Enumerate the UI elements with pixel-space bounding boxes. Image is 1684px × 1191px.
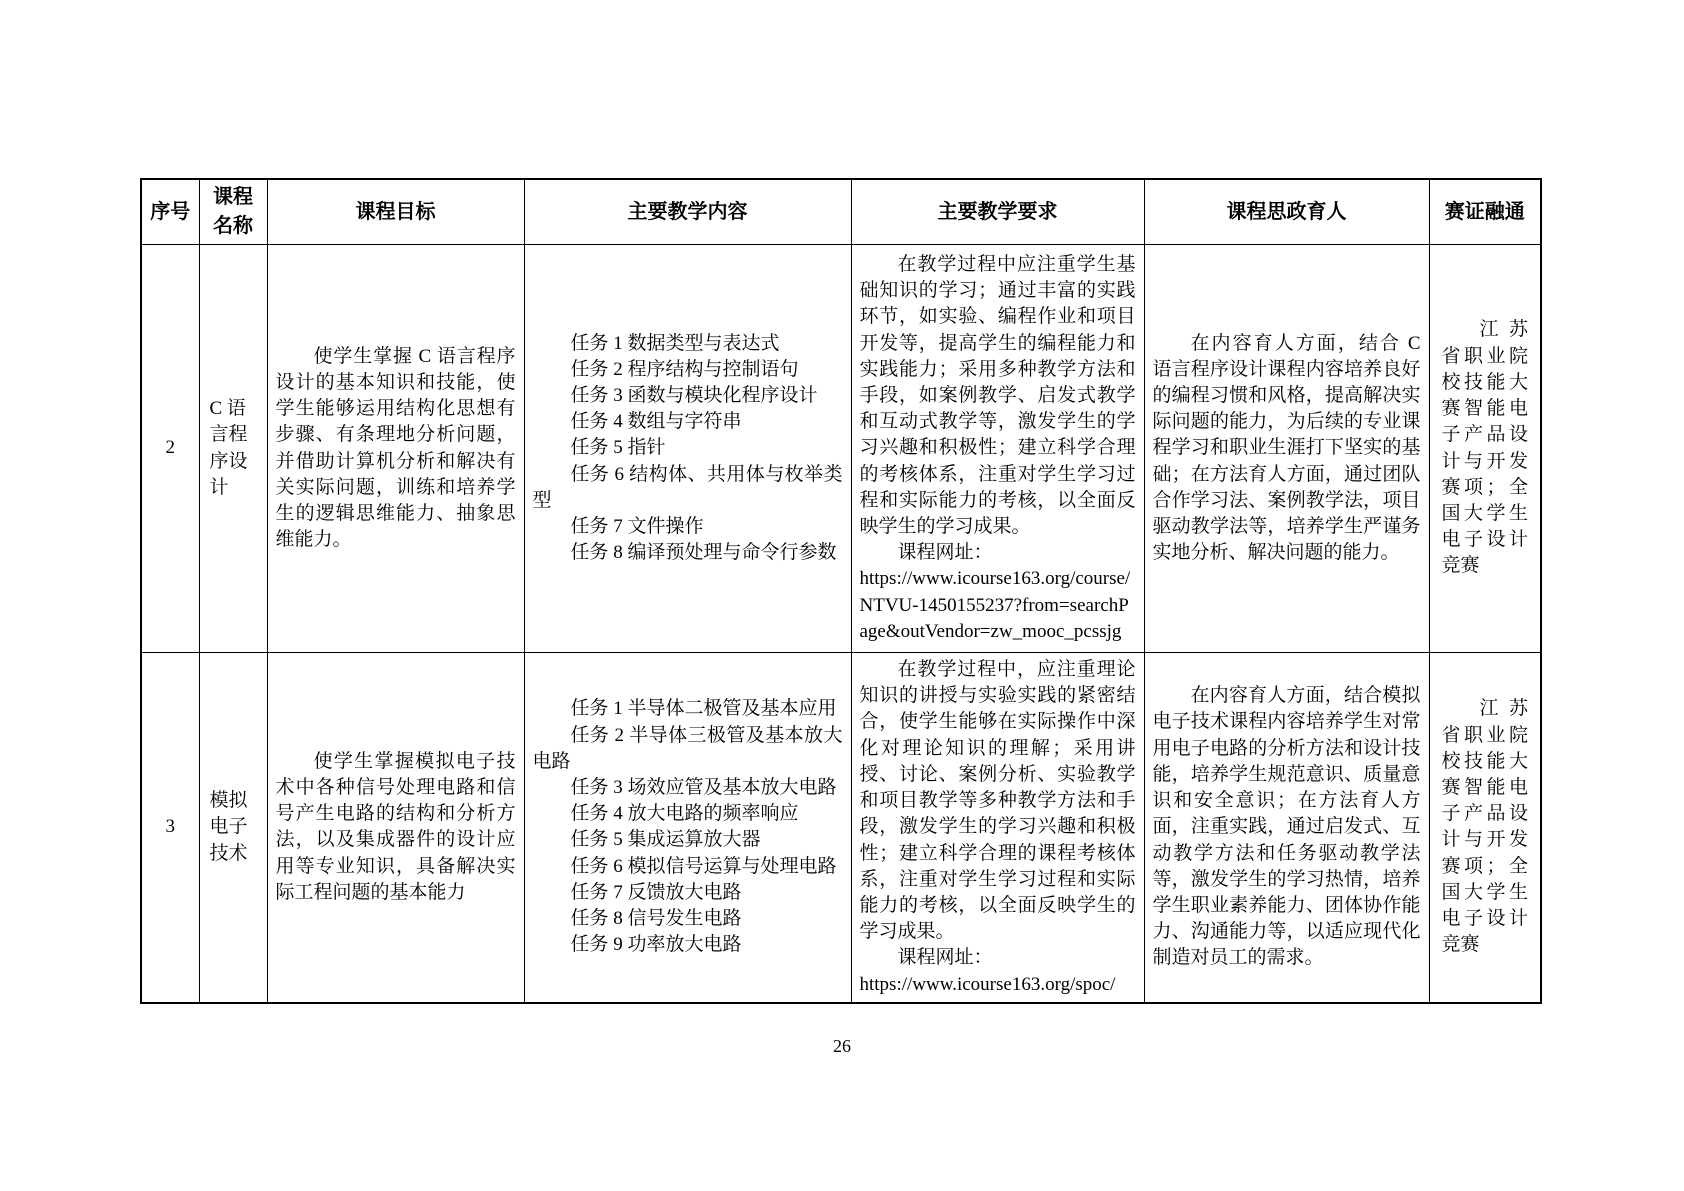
requirements-text: 在教学过程中，应注重理论知识的讲授与实验实践的紧密结合，使学生能够在实际操作中深化对理论知识的理解；采用讲授、讨论、案例分析、实验教学和项目教学等多种教学方法和手段，激发学生的学习兴趣和积极性；建立科学合理的课程考核体系，注重对学生学习过程和实际能力的考核，以全面反映学生的学习成果。: [859, 659, 1136, 943]
task-item: 任务 2 程序结构与控制语句: [570, 358, 799, 380]
task-item: 任务 5 集成运算放大器: [570, 829, 761, 851]
task-item: 任务 3 函数与模块化程序设计: [570, 384, 818, 406]
cell-teaching-requirements: [851, 245, 1144, 653]
task-item: 任务 6 结构体、共用体与枚举类型: [532, 463, 843, 511]
cell-course-objective: [267, 653, 524, 1003]
cell-teaching-content: [524, 245, 851, 653]
cell-serial-number: 2: [141, 245, 199, 653]
requirements-text: 在教学过程中应注重学生基础知识的学习；通过丰富的实践环节，如实验、编程作业和项目开发等，提高学生的编程能力和实践能力；采用多种教学方法和手段，如案例教学、启发式教学和互动式教学等，激发学生的学习兴趣和积极性；建立科学合理的考核体系，注重对学生学习过程和实际能力的考核，以全面反映学生的学习成果。: [859, 253, 1136, 538]
task-item: 任务 8 信号发生电路: [570, 908, 742, 930]
task-item: 任务 9 功率放大电路: [570, 934, 742, 956]
table-row-course-2: [141, 245, 1541, 653]
header-teaching-requirements: 主要教学要求: [851, 179, 1144, 245]
task-item: 任务 4 数组与字符串: [570, 411, 742, 433]
competition-text: 江苏省职业院校技能大赛智能电子产品设计与开发赛项；全国大学生电子设计竞赛: [1441, 319, 1528, 577]
course-url: https://www.icourse163.org/spoc/: [859, 973, 1116, 995]
task-item: 任务 3 场效应管及基本放大电路: [570, 776, 837, 798]
task-item: 任务 4 放大电路的频率响应: [570, 803, 799, 825]
header-teaching-content: 主要教学内容: [524, 179, 851, 245]
objective-text: 使学生掌握模拟电子技术中各种信号处理电路和信号产生电路的结构和分析方法，以及集成器件的设计应用等专业知识，具备解决实际工程问题的基本能力: [275, 750, 516, 903]
course-url: https://www.icourse163.org/course/NTVU-1450155237?from=searchPage&outVendor=zw_mooc_pcssjg: [859, 568, 1131, 642]
task-item: 任务 8 编译预处理与命令行参数: [570, 542, 837, 564]
task-item: 任务 7 文件操作: [570, 516, 704, 538]
task-item: 任务 5 指针: [570, 437, 666, 459]
header-course-name: 课程名称: [199, 179, 267, 245]
ideology-text: 在内容育人方面，结合模拟电子技术课程内容培养学生对常用电子电路的分析方法和设计技能，培养学生规范意识、质量意识和安全意识；在方法育人方面，注重实践，通过启发式、互动教学方法和任务驱动教学法等，激发学生的学习热情，培养学生职业素养能力、团体协作能力、沟通能力等，以适应现代化制造对员工的需求。: [1152, 685, 1421, 969]
cell-serial-number: 3: [141, 653, 199, 1003]
cell-competition-certificate: [1429, 245, 1541, 653]
competition-text: 江苏省职业院校技能大赛智能电子产品设计与开发赛项；全国大学生电子设计竞赛: [1441, 698, 1528, 956]
header-ideology-education: 课程思政育人: [1144, 179, 1429, 245]
cell-ideology-education: [1144, 245, 1429, 653]
table-header-row: [141, 179, 1541, 245]
task-item: 任务 1 半导体二极管及基本应用: [570, 698, 837, 720]
cell-course-objective: [267, 245, 524, 653]
cell-course-name: C 语言程序设计: [199, 245, 267, 653]
page-number: 26: [833, 1036, 851, 1056]
cell-ideology-education: [1144, 653, 1429, 1003]
task-item: 任务 1 数据类型与表达式: [570, 332, 780, 354]
course-url-label: 课程网址：: [897, 947, 993, 969]
task-item: 任务 2 半导体三极管及基本放大电路: [532, 724, 843, 772]
cell-teaching-requirements: [851, 653, 1144, 1003]
cell-competition-certificate: [1429, 653, 1541, 1003]
cell-course-name: 模拟电子技术: [199, 653, 267, 1003]
table-row-course-3: [141, 653, 1541, 1003]
objective-text: 使学生掌握 C 语言程序设计的基本知识和技能，使学生能够运用结构化思想有步骤、有条理地分析问题，并借助计算机分析和解决有关实际问题，训练和培养学生的逻辑思维能力、抽象思维能力。: [275, 345, 516, 551]
course-url-label: 课程网址：: [897, 542, 993, 564]
ideology-text: 在内容育人方面，结合 C 语言程序设计课程内容培养良好的编程习惯和风格，提高解决实际问题的能力，为后续的专业课程学习和职业生涯打下坚实的基础；在方法育人方面，通过团队合作学习法、案例教学法，项目驱动教学法等，培养学生严谨务实地分析、解决问题的能力。: [1152, 332, 1421, 564]
task-item: 任务 7 反馈放大电路: [570, 881, 742, 903]
cell-teaching-content: [524, 653, 851, 1003]
header-serial-number: 序号: [141, 179, 199, 245]
task-item: 任务 6 模拟信号运算与处理电路: [570, 855, 837, 877]
header-course-objective: 课程目标: [267, 179, 524, 245]
course-plan-table: [140, 178, 1542, 1004]
header-competition-certificate: 赛证融通: [1429, 179, 1541, 245]
